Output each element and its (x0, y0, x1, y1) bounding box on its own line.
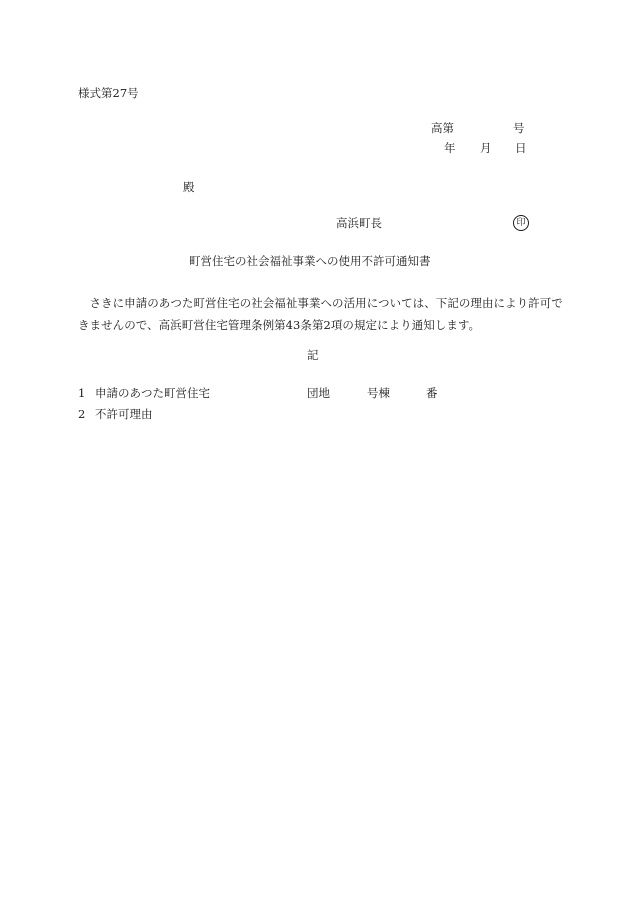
date-day: 日 (515, 141, 527, 155)
item-1-goto: 号棟 (367, 386, 390, 400)
body-text: さきに申請のあつた町営住宅の社会福祉事業への活用については、下記の理由により許可できませんので、高浜町営住宅管理条例第43条第2項の規定により通知します。 (78, 296, 563, 332)
item-2-number: 2 (78, 407, 86, 421)
ref-prefix: 高第 (431, 121, 454, 135)
item-1-ban: 番 (426, 386, 438, 400)
ref-suffix: 号 (513, 121, 525, 135)
item-2-label: 不許可理由 (95, 407, 153, 421)
addressee-suffix: 殿 (183, 180, 195, 194)
item-1-label: 申請のあつた町営住宅 (95, 386, 210, 400)
document-title: 町営住宅の社会福祉事業への使用不許可通知書 (189, 254, 431, 268)
item-1-number: 1 (78, 386, 86, 400)
issuer: 高浜町長 (336, 216, 382, 230)
seal-mark: 印 (513, 215, 529, 231)
date-month: 月 (480, 141, 492, 155)
form-number: 様式第27号 (78, 86, 139, 100)
date-year: 年 (444, 141, 456, 155)
item-1-danchi: 団地 (307, 386, 330, 400)
ki-heading: 記 (307, 348, 319, 362)
